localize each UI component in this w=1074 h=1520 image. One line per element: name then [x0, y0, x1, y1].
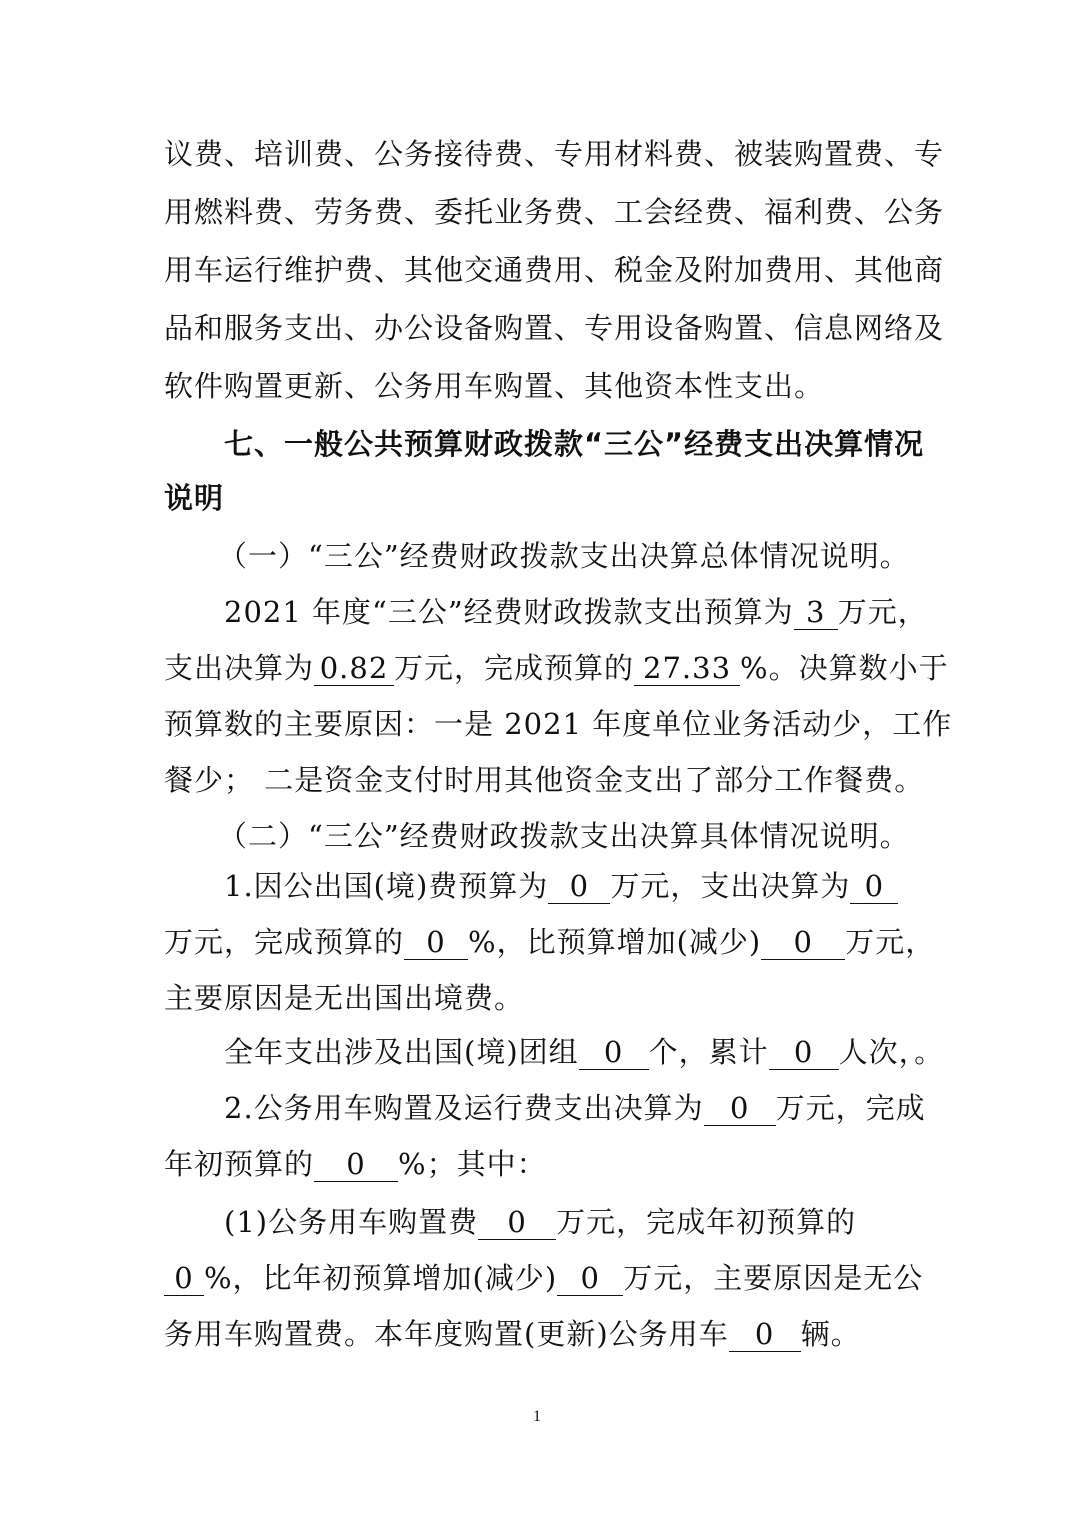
paragraph-line: 2.公务用车购置及运行费支出决算为 0 万元，完成: [224, 1091, 926, 1125]
paragraph-line: (1)公务用车购置费 0 万元，完成年初预算的: [224, 1205, 857, 1239]
paragraph-line: 务用车购置费。本年度购置(更新)公务用车 0 辆。: [164, 1317, 861, 1351]
budget-value: 3: [794, 595, 838, 630]
purchase-diff: 0: [557, 1261, 623, 1296]
paragraph-line: 全年支出涉及出国(境)团组 0 个，累计 0 人次，。: [224, 1035, 945, 1069]
vehicle-percent: 0: [314, 1147, 398, 1182]
paragraph-line: 用燃料费、劳务费、委托业务费、工会经费、福利费、公务: [164, 195, 945, 229]
paragraph-line: 0 %，比年初预算增加(减少) 0 万元，主要原因是无公: [164, 1258, 914, 1298]
travel-diff: 0: [761, 925, 845, 960]
paragraph-line: 品和服务支出、办公设备购置、专用设备购置、信息网络及: [164, 311, 945, 345]
vehicle-actual: 0: [704, 1091, 776, 1126]
paragraph-line: 万元，完成预算的 0 %，比预算增加(减少) 0 万元，: [164, 925, 936, 959]
section-heading: 七、一般公共预算财政拨款“三公”经费支出决算情况: [224, 427, 925, 461]
page-number: 1: [533, 1408, 541, 1425]
paragraph-line: 软件购置更新、公务用车购置、其他资本性支出。: [164, 369, 825, 403]
section-heading-cont: 说明: [164, 481, 225, 515]
paragraph-line: 支出决算为 0.82 万元，完成预算的 27.33 %。决算数小于: [164, 651, 949, 685]
purchase-percent: 0: [164, 1261, 204, 1296]
cars-count: 0: [729, 1317, 801, 1352]
subsection-title-1: （一）“三公”经费财政拨款支出决算总体情况说明。: [218, 539, 910, 573]
travel-percent: 0: [404, 925, 468, 960]
percent-value: 27.33: [634, 651, 740, 686]
paragraph-line: 1.因公出国(境)费预算为 0 万元，支出决算为 0: [224, 866, 914, 906]
travel-budget: 0: [548, 869, 610, 904]
paragraph-line: 预算数的主要原因：一是 2021 年度单位业务活动少，工作: [164, 707, 953, 741]
travel-actual: 0: [850, 869, 898, 904]
persons-value: 0: [769, 1035, 839, 1070]
actual-value: 0.82: [314, 651, 394, 686]
purchase-cost: 0: [478, 1205, 556, 1240]
paragraph-line: 年初预算的 0 %；其中：: [164, 1147, 547, 1181]
subsection-title-2: （二）“三公”经费财政拨款支出决算具体情况说明。: [218, 819, 910, 853]
paragraph-line: 主要原因是无出国出境费。: [164, 981, 525, 1015]
paragraph-line: 议费、培训费、公务接待费、专用材料费、被装购置费、专: [164, 137, 945, 171]
groups-value: 0: [579, 1035, 649, 1070]
paragraph-line: 餐少； 二是资金支付时用其他资金支出了部分工作餐费。: [164, 763, 925, 797]
paragraph-line: 2021 年度“三公”经费财政拨款支出预算为 3 万元，: [224, 595, 928, 629]
paragraph-line: 用车运行维护费、其他交通费用、税金及附加费用、其他商: [164, 253, 945, 287]
